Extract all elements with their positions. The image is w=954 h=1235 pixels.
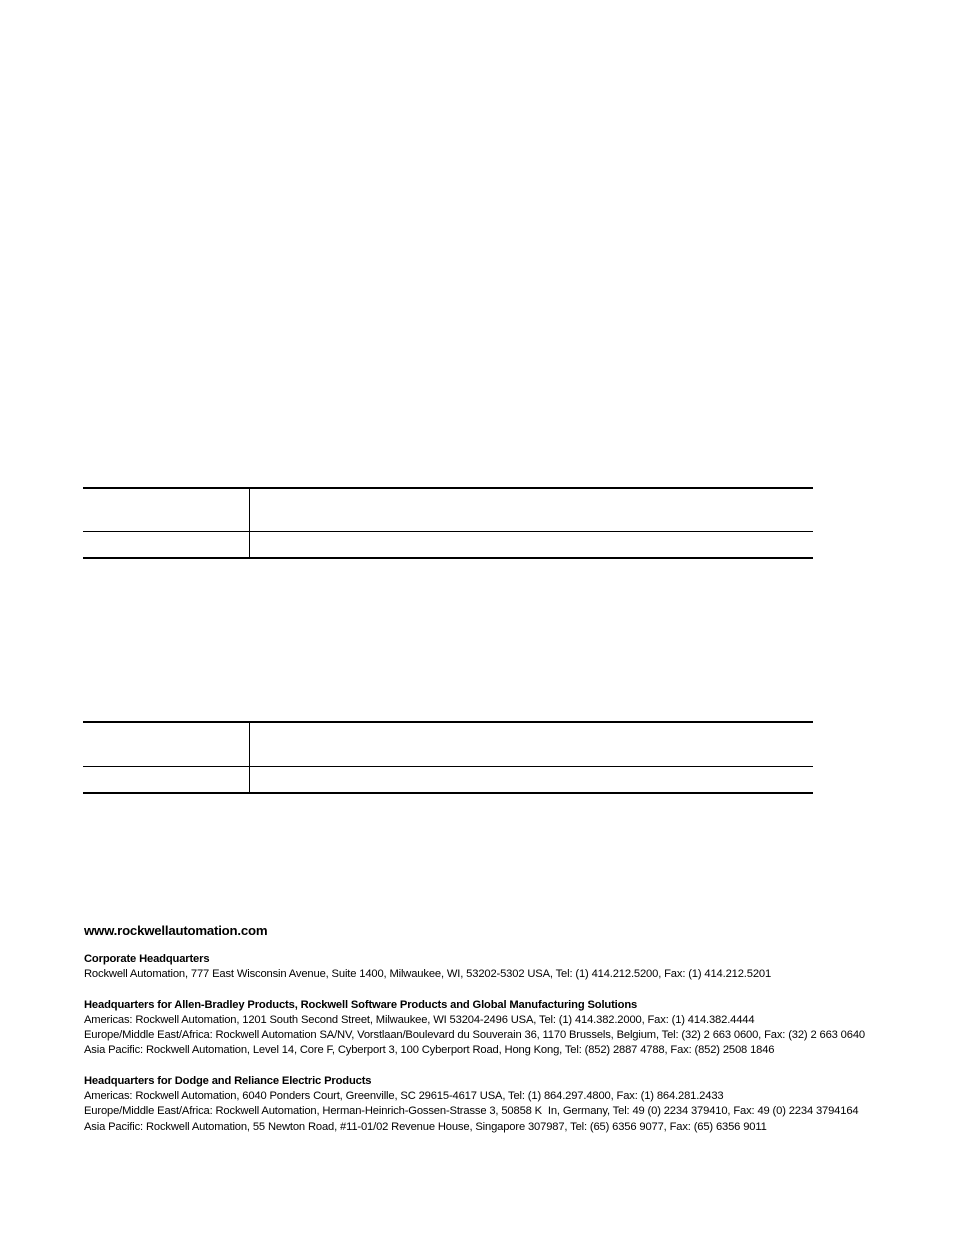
allen-bradley-headquarters	[84, 998, 944, 1059]
address-line-asia-pacific: Asia Pacific: Rockwell Automation, 55 Newton Road, #11-01/02 Revenue House, Singapore 307987, Tel: (65) 6356 9077, Fax: (65) 6356 9011	[84, 1120, 767, 1133]
table-cell	[83, 489, 250, 531]
address-line-asia-pacific: Asia Pacific: Rockwell Automation, Level 14, Core F, Cyberport 3, 100 Cyberport Road, Hong Kong, Tel: (852) 2887 4788, Fax: (852) 2508 1846	[84, 1044, 775, 1057]
table-row	[83, 489, 813, 531]
address-line: Rockwell Automation, 777 East Wisconsin Avenue, Suite 1400, Milwaukee, WI, 53202-5302 USA, Tel: (1) 414.212.5200, Fax: (1) 414.212.5201	[84, 968, 772, 981]
corporate-headquarters	[84, 952, 944, 983]
table-cell	[83, 532, 250, 557]
table-row	[83, 531, 813, 557]
table-cell	[250, 767, 813, 792]
dodge-reliance-heading: Headquarters for Dodge and Reliance Electric Products	[84, 1074, 372, 1087]
table-cell	[250, 532, 813, 557]
table-cell	[83, 767, 250, 792]
table-row	[83, 766, 813, 792]
table-cell	[250, 723, 813, 766]
website-link[interactable]: www.rockwellautomation.com	[84, 923, 268, 938]
allen-bradley-heading: Headquarters for Allen-Bradley Products, Rockwell Software Products and Global Manufacturing Solutions	[84, 998, 638, 1011]
table-cell	[250, 489, 813, 531]
table-row	[83, 723, 813, 766]
address-line-emea: Europe/Middle East/Africa: Rockwell Automation SA/NV, Vorstlaan/Boulevard du Souverain 36, 1170 Brussels, Belgium, Tel: (32) 2 663 0600, Fax: (32) 2 663 0640	[84, 1029, 865, 1042]
address-line-americas: Americas: Rockwell Automation, 1201 South Second Street, Milwaukee, WI 53204-2496 USA, Tel: (1) 414.382.2000, Fax: (1) 414.382.4444	[84, 1013, 755, 1026]
contact-footer	[84, 922, 944, 1150]
address-line-emea: Europe/Middle East/Africa: Rockwell Automation, Herman-Heinrich-Gossen-Strasse 3, 50858 K In, Germany, Tel: 49 (0) 2234 379410, Fax: 49 (0) 2234 3794164	[84, 1105, 859, 1118]
dodge-reliance-headquarters	[84, 1074, 944, 1135]
address-line-americas: Americas: Rockwell Automation, 6040 Ponders Court, Greenville, SC 29615-4617 USA, Tel: (1) 864.297.4800, Fax: (1) 864.281.2433	[84, 1090, 724, 1103]
empty-table-1	[83, 487, 813, 559]
corporate-heading: Corporate Headquarters	[84, 953, 210, 965]
empty-table-2	[83, 721, 813, 794]
table-cell	[83, 723, 250, 766]
